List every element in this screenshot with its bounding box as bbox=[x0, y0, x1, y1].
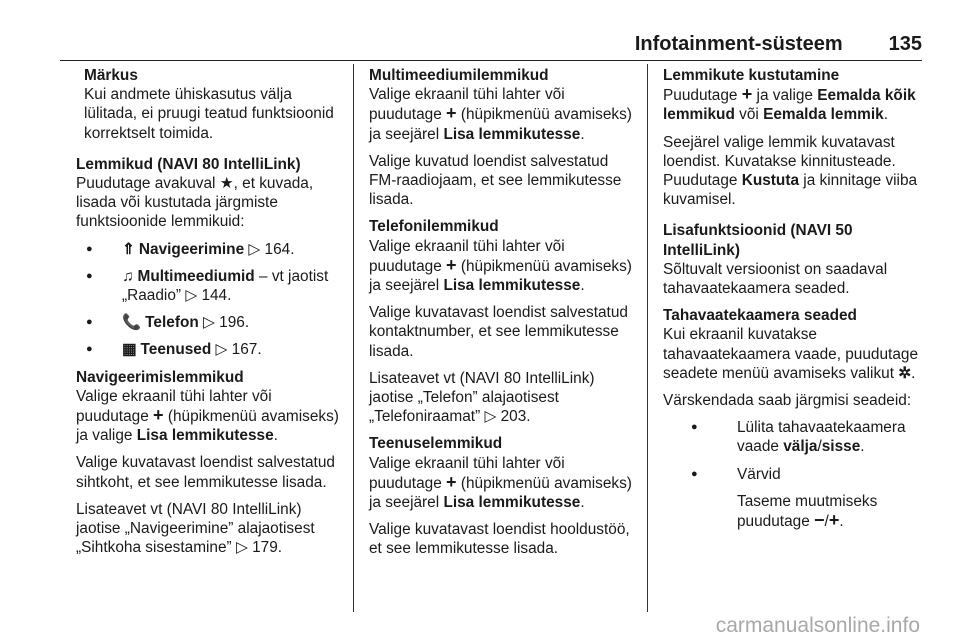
paragraph: Valige kuvatavast loendist salvestatud kontaktnumber, et see lemmikutesse lisada. bbox=[369, 304, 628, 360]
services-icon: ▦ bbox=[122, 341, 137, 359]
multimedia-favorites-heading: Multimeediumilemmikud bbox=[369, 67, 549, 84]
column-divider bbox=[353, 64, 354, 612]
ref-arrow-icon: ▷ bbox=[203, 314, 215, 332]
note-box bbox=[84, 66, 344, 143]
plus-icon: + bbox=[446, 254, 457, 275]
column-1 bbox=[76, 66, 344, 565]
plus-icon: + bbox=[446, 471, 457, 492]
note-title: Märkus bbox=[84, 67, 138, 84]
paragraph: Valige kuvatud loendist salvestatud FM-raadiojaam, et see lemmikutesse lisada. bbox=[369, 152, 622, 209]
paragraph: Valige ekraanil tühi lahter või puudutage + (hüpikmenüü avamiseks) ja seejärel Lisa lemmikutesse. bbox=[369, 86, 632, 143]
gear-icon: ✲ bbox=[898, 364, 912, 382]
column-3 bbox=[663, 66, 931, 539]
settings-list bbox=[663, 418, 931, 531]
list-item-subtext: Taseme muutmiseks puudutage −/+. bbox=[737, 492, 878, 531]
paragraph: Kui ekraanil kuvatakse tahavaatekaamera vaade, puudutage seadete menüü avamiseks valikut ✲. bbox=[663, 326, 918, 382]
list-item: ● Värvid Taseme muutmiseks puudutage −/+. bbox=[691, 465, 931, 532]
paragraph: Sõltuvalt versioonist on saadaval tahavaatekaamera seaded. bbox=[663, 260, 888, 298]
plus-icon: + bbox=[446, 103, 457, 124]
ref-arrow-icon: ▷ bbox=[215, 341, 228, 359]
paragraph: Lisateavet vt (NAVI 80 IntelliLink) jaotise „Telefon” alajaotisest „Telefoniraamat” ▷ 203. bbox=[369, 369, 595, 426]
paragraph: Seejärel valige lemmik kuvatavast loendist. Kuvatakse kinnitusteade. Puudutage Kustuta ja kinnitage viiba kuvamisel. bbox=[663, 133, 918, 209]
ref-arrow-icon: ▷ bbox=[185, 287, 198, 305]
list-item: ● ⇑ Navigeerimine ▷ 164. bbox=[76, 240, 344, 259]
phone-icon: 📞 bbox=[122, 314, 142, 332]
note-text: Kui andmete ühiskasutus välja lülitada, ei pruugi teatud funktsioonid korrektselt toimida. bbox=[84, 86, 334, 142]
ref-arrow-icon: ▷ bbox=[235, 539, 248, 557]
paragraph: Värskendada saab järgmisi seadeid: bbox=[663, 392, 912, 410]
paragraph: Valige ekraanil tühi lahter või puudutage + (hüpikmenüü avamiseks) ja valige Lisa lemmikutesse. bbox=[76, 387, 339, 445]
paragraph: Valige kuvatavast loendist hooldustöö, et see lemmikutesse lisada. bbox=[369, 521, 630, 558]
multimedia-icon: ♫ bbox=[122, 267, 134, 285]
delete-favorites-heading: Lemmikute kustutamine bbox=[663, 67, 840, 84]
plus-icon: + bbox=[153, 405, 164, 426]
favorites-intro: Puudutage avakuval ★, et kuvada, lisada või kustutada järgmiste funktsioonide lemmikuid: bbox=[76, 175, 314, 231]
ref-arrow-icon: ▷ bbox=[248, 240, 261, 258]
page-header bbox=[60, 26, 922, 61]
plus-icon: + bbox=[828, 510, 840, 531]
phone-favorites-heading: Telefonilemmikud bbox=[369, 218, 499, 236]
column-divider bbox=[647, 64, 648, 612]
paragraph: Valige ekraanil tühi lahter või puudutage + (hüpikmenüü avamiseks) ja seejärel Lisa lemmikutesse. bbox=[369, 237, 632, 295]
page-title: Infotainment-süsteem bbox=[634, 33, 843, 55]
favorites-list bbox=[76, 240, 344, 360]
minus-icon: − bbox=[814, 510, 825, 531]
favorites-heading: Lemmikud (NAVI 80 IntelliLink) bbox=[76, 155, 301, 173]
list-item: ● 📞 Telefon ▷ 196. bbox=[76, 313, 344, 332]
paragraph: Puudutage + ja valige Eemalda kõik lemmikud või Eemalda lemmik. bbox=[663, 84, 916, 124]
navigation-icon: ⇑ bbox=[122, 240, 135, 258]
plus-icon: + bbox=[741, 84, 753, 105]
paragraph: Valige ekraanil tühi lahter või puudutage + (hüpikmenüü avamiseks) ja seejärel Lisa lemmikutesse. bbox=[369, 454, 632, 512]
ref-arrow-icon: ▷ bbox=[484, 408, 497, 426]
paragraph: Valige kuvatavast loendist salvestatud sihtkoht, et see lemmikutesse lisada. bbox=[76, 454, 335, 491]
list-item: ● ♫ Multimeediumid – vt jaotist „Raadio” ▷ 144. bbox=[76, 267, 344, 305]
camera-settings-heading: Tahavaatekaamera seaded bbox=[663, 307, 857, 325]
paragraph: Lisateavet vt (NAVI 80 IntelliLink) jaotise „Navigeerimine” alajaotisest „Sihtkoha sisestamine” ▷ 179. bbox=[76, 500, 315, 557]
star-icon: ★ bbox=[219, 175, 234, 193]
list-item: ● ▦ Teenused ▷ 167. bbox=[76, 340, 344, 359]
service-favorites-heading: Teenuselemmikud bbox=[369, 435, 503, 453]
column-2 bbox=[369, 66, 637, 567]
watermark: carmanualsonline.info bbox=[715, 614, 920, 637]
page-number: 135 bbox=[888, 33, 922, 55]
extra-functions-heading: Lisafunktsioonid (NAVI 50 IntelliLink) bbox=[663, 222, 853, 259]
nav-favorites-heading: Navigeerimislemmikud bbox=[76, 368, 244, 386]
list-item: ● Lülita tahavaatekaamera vaade välja/sisse. bbox=[691, 418, 931, 456]
